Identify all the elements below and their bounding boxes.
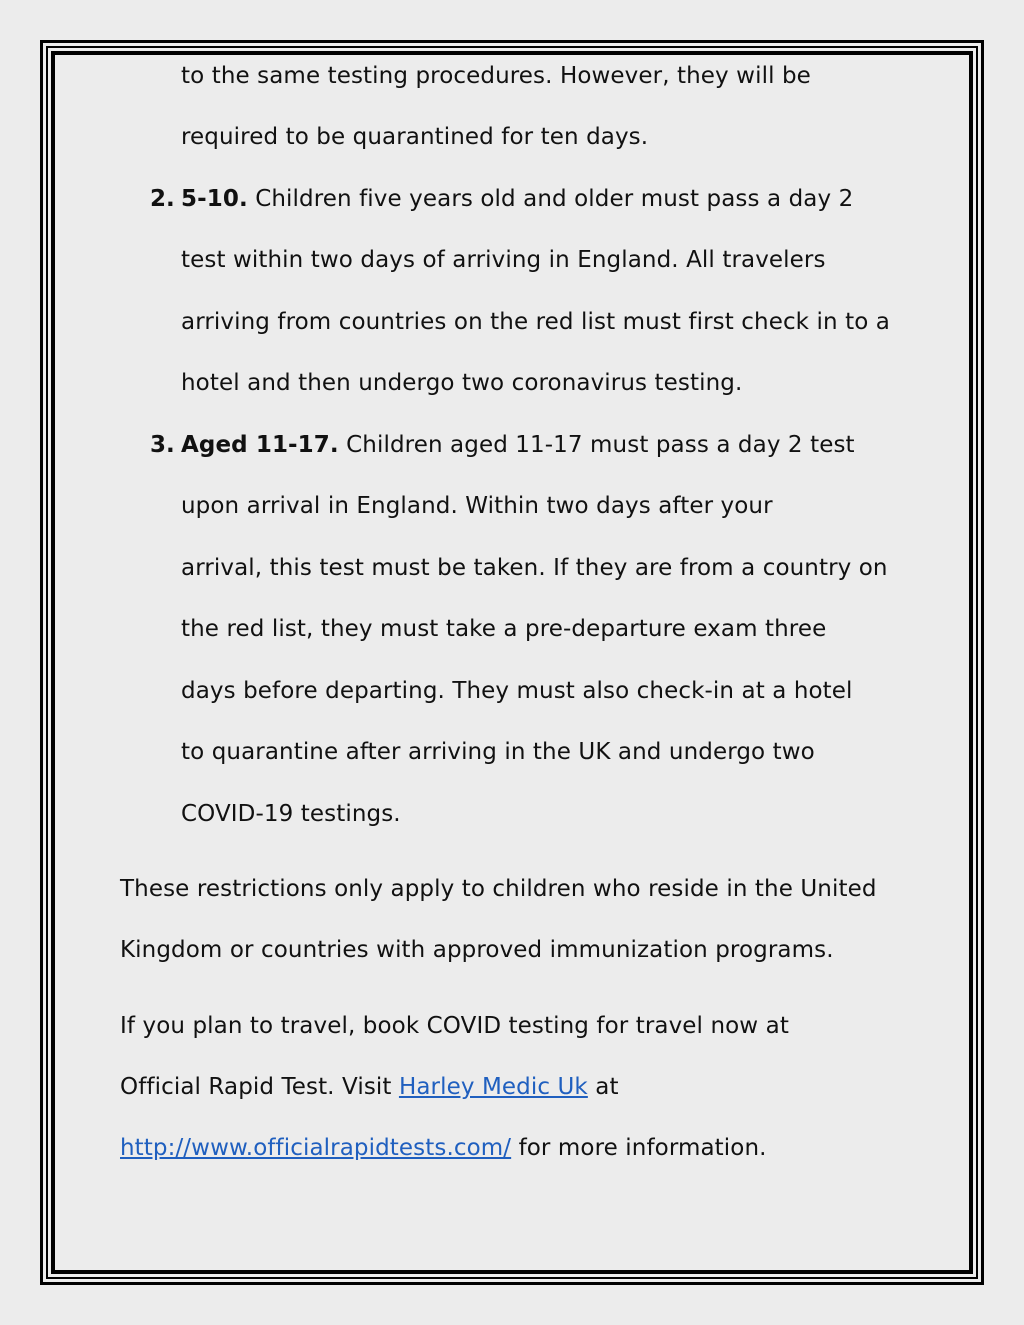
paragraph-line: If you plan to travel, book COVID testing for travel now at	[120, 1013, 789, 1039]
list-item-3-lead: Aged 11-17.	[181, 432, 339, 458]
list-item-3-line: upon arrival in England. Within two days after your	[181, 493, 773, 519]
paragraph-line: Kingdom or countries with approved immunization programs.	[120, 937, 834, 963]
list-item-3-line: COVID-19 testings.	[181, 801, 401, 827]
list-item-3-number: 3.	[150, 432, 175, 458]
list-item-3-line: the red list, they must take a pre-departure exam three	[181, 616, 827, 642]
list-item-3-line: Aged 11-17. Children aged 11-17 must pass a day 2 test	[181, 432, 855, 458]
list-item-3-line: arrival, this test must be taken. If they are from a country on	[181, 555, 888, 581]
list-item-2-line: 5-10. Children five years old and older must pass a day 2	[181, 186, 854, 212]
list-item-1-line: required to be quarantined for ten days.	[181, 124, 649, 150]
paragraph-line: http://www.officialrapidtests.com/ for more information.	[120, 1135, 767, 1161]
paragraph-line: Official Rapid Test. Visit Harley Medic Uk at	[120, 1074, 619, 1100]
list-item-2-line: test within two days of arriving in England. All travelers	[181, 247, 826, 273]
list-item-1-line: to the same testing procedures. However, they will be	[181, 63, 811, 89]
list-item-2-number: 2.	[150, 186, 175, 212]
paragraph-line: These restrictions only apply to children who reside in the United	[120, 876, 877, 902]
harley-medic-link[interactable]: Harley Medic Uk	[398, 1074, 588, 1100]
list-item-2-lead: 5-10.	[181, 186, 248, 212]
list-item-3-line: days before departing. They must also check-in at a hotel	[181, 678, 853, 704]
official-rapid-tests-link[interactable]: http://www.officialrapidtests.com/	[120, 1135, 512, 1161]
list-item-2-line: arriving from countries on the red list must first check in to a	[181, 309, 890, 335]
list-item-3-line: to quarantine after arriving in the UK and undergo two	[181, 739, 815, 765]
list-item-2-line: hotel and then undergo two coronavirus testing.	[181, 370, 743, 396]
